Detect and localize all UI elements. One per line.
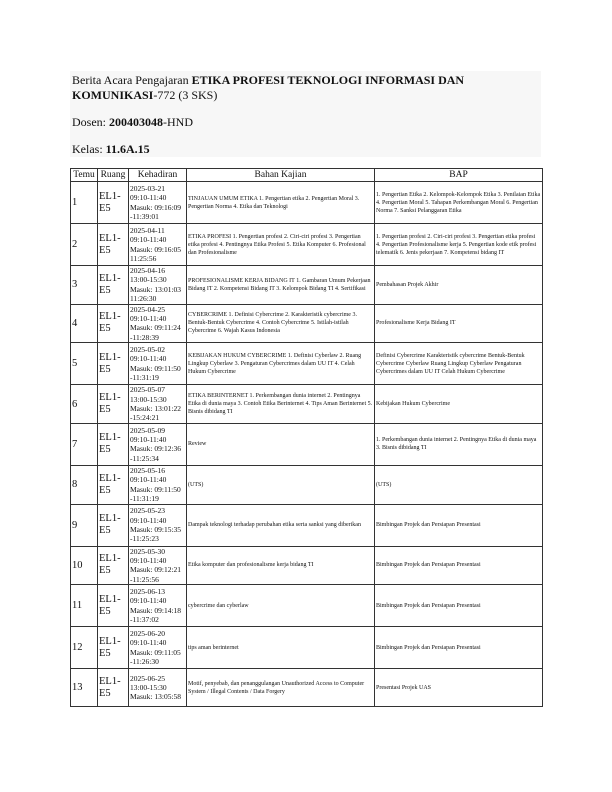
row-bap: Bimbingan Projek dan Persiapan Presentasi bbox=[375, 546, 543, 585]
row-time: 09:10-11:40 bbox=[130, 475, 167, 485]
row-time: 09:10-11:40 bbox=[130, 515, 167, 525]
row-bahan-kajian: ETIKA BERINTERNET 1. Perkembangan dunia internet 2. Pentingnya Etika di dunia maya 3. Contoh Etika Berinternet 4. Tips Aman Berinternet 5. Bisnis dibidang TI bbox=[187, 385, 375, 424]
row-ruang: EL1-E5 bbox=[98, 266, 129, 305]
row-temu: 6 bbox=[71, 385, 98, 424]
table-row bbox=[71, 627, 543, 669]
header-temu: Temu bbox=[71, 169, 98, 182]
row-masuk: Masuk: 13:05:58 bbox=[130, 692, 182, 702]
row-kehadiran bbox=[129, 224, 187, 266]
row-bahan-kajian: tips aman berinternet bbox=[187, 627, 375, 669]
row-bap: Kebijakan Hukum Cybercrime bbox=[375, 385, 543, 424]
row-temu: 1 bbox=[71, 182, 98, 224]
row-ruang: EL1-E5 bbox=[98, 224, 129, 266]
row-bap: Bimbingan Projek dan Persiapan Presentasi bbox=[375, 504, 543, 546]
row-keluar: -15:24:21 bbox=[130, 413, 160, 423]
row-bap: 1. Pengertian Etika 2. Kelompok-Kelompok Etika 3. Penilaian Etika 4. Pengertian Moral 5. Tahapan Perkembangan Moral 6. Pengertian Norma 7. Sanksi Pelanggaran Etika bbox=[375, 182, 543, 224]
row-kehadiran bbox=[129, 546, 187, 585]
lecturer-code: -HND bbox=[163, 115, 193, 129]
row-time: 13:00-15:30 bbox=[130, 682, 167, 692]
row-masuk: Masuk: 09:15:35 bbox=[130, 525, 182, 534]
table-row bbox=[71, 504, 543, 546]
row-temu: 7 bbox=[71, 423, 98, 465]
row-keluar: -11:31:19 bbox=[130, 373, 159, 383]
row-masuk: Masuk: 09:12:36 bbox=[130, 444, 182, 454]
row-date: 2025-03-21 bbox=[130, 183, 165, 193]
row-kehadiran bbox=[129, 504, 187, 546]
row-date: 2025-04-25 bbox=[130, 304, 165, 314]
row-bahan-kajian: Dampak teknologi terhadap perubahan etika serta sanksi yang diberikan bbox=[187, 504, 375, 546]
row-kehadiran bbox=[129, 627, 187, 669]
row-masuk: Masuk: 09:16:09 bbox=[130, 202, 182, 212]
table-row bbox=[71, 266, 543, 305]
row-masuk: Masuk: 09:11:05 bbox=[130, 647, 181, 657]
row-keluar: -11:37:02 bbox=[130, 615, 159, 625]
row-date: 2025-04-11 bbox=[130, 225, 165, 235]
row-date: 2025-05-09 bbox=[130, 425, 165, 435]
header-bap: BAP bbox=[375, 169, 543, 182]
row-bap: 1. Perkembangan dunia internet 2. Pentingnya Etika di dunia maya 3. Bisnis dibidang TI bbox=[375, 423, 543, 465]
row-bahan-kajian: cybercrime dan cyberlaw bbox=[187, 585, 375, 627]
row-bahan-kajian: Review bbox=[187, 423, 375, 465]
table-row bbox=[71, 343, 543, 385]
row-bahan-kajian: PROFESIONALISME KERJA BIDANG IT 1. Gambaran Umum Pekerjaan Bidang IT 2. Kompetensi Bidang IT 3. Kelompok Bidang TI 4. Sertifikasi bbox=[187, 266, 375, 305]
row-bahan-kajian: ETIKA PROFESI 1. Pengertian profesi 2. Ciri-ciri profesi 3. Pengertian etika profesi 4. Pentingnya Etika Profesi 5. Etika Komputer 6. Profesional dan Profesionalisme bbox=[187, 224, 375, 266]
row-kehadiran bbox=[129, 585, 187, 627]
row-bap: Bimbingan Projek dan Persiapan Presentasi bbox=[375, 627, 543, 669]
row-masuk: Masuk: 13:01:03 bbox=[130, 284, 182, 294]
lecturer-label: Dosen: bbox=[72, 115, 109, 129]
row-kehadiran bbox=[129, 423, 187, 465]
row-keluar: -11:39:01 bbox=[130, 211, 159, 221]
table-row bbox=[71, 224, 543, 266]
row-masuk: Masuk: 09:14:18 bbox=[130, 605, 182, 615]
row-time: 09:10-11:40 bbox=[130, 314, 167, 324]
header-ruang: Ruang bbox=[98, 169, 129, 182]
row-bahan-kajian: (UTS) bbox=[187, 465, 375, 504]
row-time: 09:10-11:40 bbox=[130, 193, 167, 203]
row-temu: 10 bbox=[71, 546, 98, 585]
row-kehadiran bbox=[129, 385, 187, 424]
class-label: Kelas: bbox=[72, 142, 106, 156]
row-ruang: EL1-E5 bbox=[98, 627, 129, 669]
row-bap: Profesionalisme Kerja Bidang IT bbox=[375, 304, 543, 343]
row-temu: 11 bbox=[71, 585, 98, 627]
row-keluar: -11:25:56 bbox=[130, 574, 159, 584]
document-title bbox=[70, 71, 541, 103]
row-keluar: -11:28:39 bbox=[130, 332, 159, 342]
row-time: 09:10-11:40 bbox=[130, 638, 167, 648]
row-bap: Definisi Cybercrime Karakteristik cybercrime Bentuk-Bentuk Cybercrime Cyberlaw Ruang Lingkup Cyberlaw Pengaturan Cybercrimes dalam UU IT Celah Hukum Cybercrime bbox=[375, 343, 543, 385]
row-masuk: Masuk: 13:01:22 bbox=[130, 404, 182, 414]
row-ruang: EL1-E5 bbox=[98, 385, 129, 424]
row-date: 2025-05-23 bbox=[130, 506, 165, 516]
row-kehadiran bbox=[129, 669, 187, 707]
row-date: 2025-05-16 bbox=[130, 465, 165, 475]
row-time: 09:10-11:40 bbox=[130, 354, 167, 364]
table-row bbox=[71, 585, 543, 627]
row-masuk: Masuk: 09:16:05 bbox=[130, 244, 182, 254]
table-header-row bbox=[71, 169, 543, 182]
table-row bbox=[71, 465, 543, 504]
header-kehadiran: Kehadiran bbox=[129, 169, 187, 182]
row-keluar: -11:26:30 bbox=[130, 657, 159, 667]
course-code: -772 (3 SKS) bbox=[153, 88, 218, 102]
row-bahan-kajian: Etika komputer dan profesionalisme kerja bidang TI bbox=[187, 546, 375, 585]
row-ruang: EL1-E5 bbox=[98, 304, 129, 343]
row-ruang: EL1-E5 bbox=[98, 585, 129, 627]
row-ruang: EL1-E5 bbox=[98, 669, 129, 707]
document-header bbox=[70, 71, 541, 157]
row-ruang: EL1-E5 bbox=[98, 546, 129, 585]
row-ruang: EL1-E5 bbox=[98, 465, 129, 504]
table-row bbox=[71, 304, 543, 343]
row-kehadiran bbox=[129, 266, 187, 305]
title-prefix: Berita Acara Pengajaran bbox=[72, 73, 192, 87]
row-temu: 4 bbox=[71, 304, 98, 343]
class-line bbox=[70, 142, 541, 157]
row-masuk: Masuk: 09:11:24 bbox=[130, 323, 181, 333]
lecturer-line bbox=[70, 115, 541, 130]
row-date: 2025-06-20 bbox=[130, 628, 165, 638]
row-ruang: EL1-E5 bbox=[98, 423, 129, 465]
lecturer-id: 200403048 bbox=[109, 115, 163, 129]
row-keluar: -11:31:19 bbox=[130, 494, 159, 504]
row-date: 2025-05-30 bbox=[130, 546, 165, 556]
row-bap: Pembahasan Projek Akhir bbox=[375, 266, 543, 305]
row-ruang: EL1-E5 bbox=[98, 182, 129, 224]
header-bahan-kajian: Bahan Kajian bbox=[187, 169, 375, 182]
row-date: 2025-05-07 bbox=[130, 385, 165, 395]
row-time: 09:10-11:40 bbox=[130, 596, 167, 606]
row-temu: 5 bbox=[71, 343, 98, 385]
row-bap: 1. Pengertian profesi 2. Ciri-ciri profesi 3. Pengertian etika profesi 4. Pengertian Profesionalisme kerja 5. Pengertian kode etik profesi telematik 6. Jenis pekerjaan 7. Kompetensi bidang IT bbox=[375, 224, 543, 266]
table-row bbox=[71, 423, 543, 465]
row-date: 2025-04-16 bbox=[130, 266, 165, 275]
row-temu: 13 bbox=[71, 669, 98, 707]
row-time: 09:10-11:40 bbox=[130, 555, 167, 565]
row-time: 13:00-15:30 bbox=[130, 275, 167, 285]
row-kehadiran bbox=[129, 343, 187, 385]
row-time: 09:10-11:40 bbox=[130, 235, 167, 245]
row-bap: (UTS) bbox=[375, 465, 543, 504]
row-kehadiran bbox=[129, 304, 187, 343]
row-masuk: Masuk: 09:11:50 bbox=[130, 484, 181, 494]
row-time: 09:10-11:40 bbox=[130, 434, 167, 444]
row-temu: 12 bbox=[71, 627, 98, 669]
row-bahan-kajian: TINJAUAN UMUM ETIKA 1. Pengertian etika 2. Pengertian Moral 3. Pengertian Norma 4. Etika dan Teknologi bbox=[187, 182, 375, 224]
row-masuk: Masuk: 09:11:50 bbox=[130, 363, 181, 373]
row-bap: Presentasi Projek UAS bbox=[375, 669, 543, 707]
table-row bbox=[71, 385, 543, 424]
table-row bbox=[71, 182, 543, 224]
row-keluar: 11:26:30 bbox=[130, 294, 157, 304]
row-date: 2025-06-25 bbox=[130, 673, 165, 683]
row-date: 2025-05-02 bbox=[130, 344, 165, 354]
row-temu: 3 bbox=[71, 266, 98, 305]
row-bahan-kajian: KEBIJAKAN HUKUM CYBERCRIME 1. Definisi Cyberlaw 2. Ruang Lingkup Cyberlaw 3. Pengaturan Cybercrimes dalam UU IT 4. Celah Hukum Cybercrime bbox=[187, 343, 375, 385]
class-value: 11.6A.15 bbox=[105, 142, 150, 156]
row-bap: Bimbingan Projek dan Persiapan Presentasi bbox=[375, 585, 543, 627]
row-ruang: EL1-E5 bbox=[98, 504, 129, 546]
row-temu: 9 bbox=[71, 504, 98, 546]
row-date: 2025-06-13 bbox=[130, 586, 165, 596]
row-temu: 2 bbox=[71, 224, 98, 266]
table-row bbox=[71, 546, 543, 585]
row-masuk: Masuk: 09:12:21 bbox=[130, 565, 182, 575]
row-keluar: -11:25:23 bbox=[130, 534, 159, 544]
row-ruang: EL1-E5 bbox=[98, 343, 129, 385]
row-kehadiran bbox=[129, 182, 187, 224]
course-name: ETIKA PROFESI TEKNOLOGI INFORMASI DAN KOMUNIKASI bbox=[72, 73, 465, 102]
row-bahan-kajian: CYBERCRIME 1. Definisi Cybercrime 2. Karakteristik cybercrime 3. Bentuk-Bentuk Cybercrime 4. Contoh Cybercrime 5. Istilah-istilah Cybercrime 6. Wajah Kasus Indonesia bbox=[187, 304, 375, 343]
row-time: 13:00-15:30 bbox=[130, 394, 167, 404]
row-keluar: 11:25:56 bbox=[130, 253, 157, 263]
row-kehadiran bbox=[129, 465, 187, 504]
row-keluar: -11:25:34 bbox=[130, 453, 159, 463]
row-temu: 8 bbox=[71, 465, 98, 504]
row-bahan-kajian: Motif, penyebab, dan penanggulangan Unauthorized Access to Computer System / Illegal Contents / Data Forgery bbox=[187, 669, 375, 707]
table-row bbox=[71, 669, 543, 707]
attendance-table bbox=[70, 168, 543, 707]
